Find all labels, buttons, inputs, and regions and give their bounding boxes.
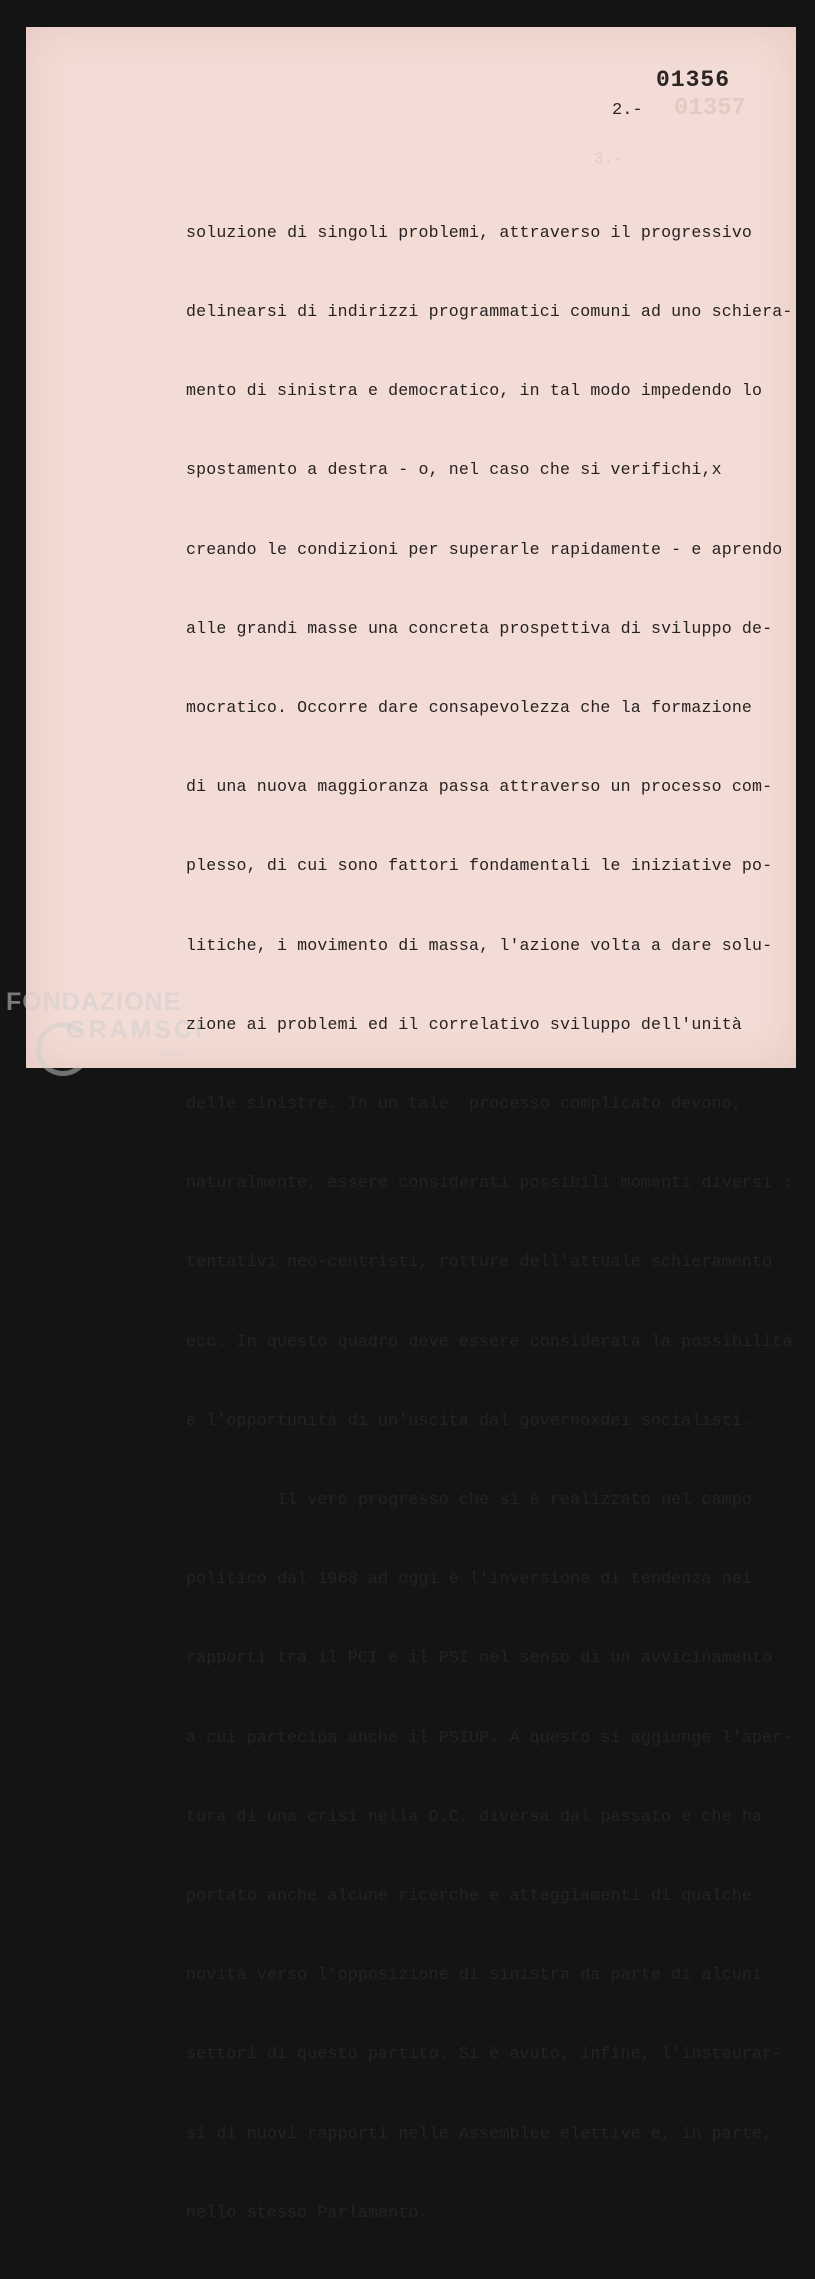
text-line: zione ai problemi ed il correlativo sviluppo dell'unità [186,1014,742,1034]
text-line: tentativi neo-centristi, rotture dell'attuale schieramento [186,1252,773,1272]
page-number: 2.- [612,101,643,120]
text-line: rapporti tra il PCI e il PSI nel senso di un avvicinamento [186,1648,773,1668]
text-line: tura di una crisi nella D.C. diversa dal passato e che ha [186,1806,763,1826]
text-line: soluzione di singoli problemi, attraverso il progressivo [186,222,753,242]
text-line: naturalmente, essere considerati possibili momenti diversi : [186,1173,793,1193]
typed-body-text [186,167,793,2279]
document-page [26,27,796,2222]
text-line: Il vero progresso che si è realizzato nel campo [186,1490,753,1510]
text-line: ecc. In questo quadro deve essere considerata la possibilità [186,1331,793,1351]
logo-g-icon [36,1022,90,1076]
show-through-page-number: 3.- [594,150,623,168]
text-line: mento di sinistra e democratico, in tal modo impedendo lo [186,381,763,401]
text-line: portato anche alcune ricerche e atteggiamenti di qualche [186,1886,753,1906]
text-line: politico dal 1968 ad oggi è l'inversione di tendenza nei [186,1569,753,1589]
text-line: creando le condizioni per superarle rapidamente - e aprendo [186,539,783,559]
text-line: e l'opportunità di un'uscita dal governoxdei socialisti. [186,1410,753,1430]
text-line: litiche, i movimento di massa, l'azione volta a dare solu- [186,935,773,955]
show-through-number: 01357 [674,95,747,122]
text-line: di una nuova maggioranza passa attraverso un processo com- [186,777,773,797]
text-line: a cui partecipa anche il PSIUP. A questo si aggiunge l'aper- [186,1727,793,1747]
text-line: spostamento a destra - o, nel caso che si verifichi,x [186,460,722,480]
text-line: delinearsi di indirizzi programmatici comuni ad uno schiera- [186,302,793,322]
fondazione-gramsci-logo [6,990,205,1043]
logo-subtitle: onlus [160,1048,184,1059]
text-line: nello stesso Parlamento. [186,2202,429,2222]
text-line: alle grandi masse una concreta prospettiva di sviluppo de- [186,618,773,638]
text-line: novità verso l'opposizione di sinistra da parte di alcuni [186,1965,763,1985]
text-line: si di nuovi rapporti nelle Assemblee elettive e, in parte, [186,2123,773,2143]
text-line: delle sinistre. In un tale processo complicato devono, [186,1094,742,1114]
text-line: plesso, di cui sono fattori fondamentali le iniziative po- [186,856,773,876]
logo-line-2: GRAMSCI [66,1016,206,1044]
text-line: settori di questo partito. Si è avuto, infine, l'instaurar- [186,2044,783,2064]
logo-line-1: FONDAZIONE [6,988,182,1016]
document-number-stamp: 01356 [656,67,731,93]
text-line: mocratico. Occorre dare consapevolezza che la formazione [186,698,753,718]
